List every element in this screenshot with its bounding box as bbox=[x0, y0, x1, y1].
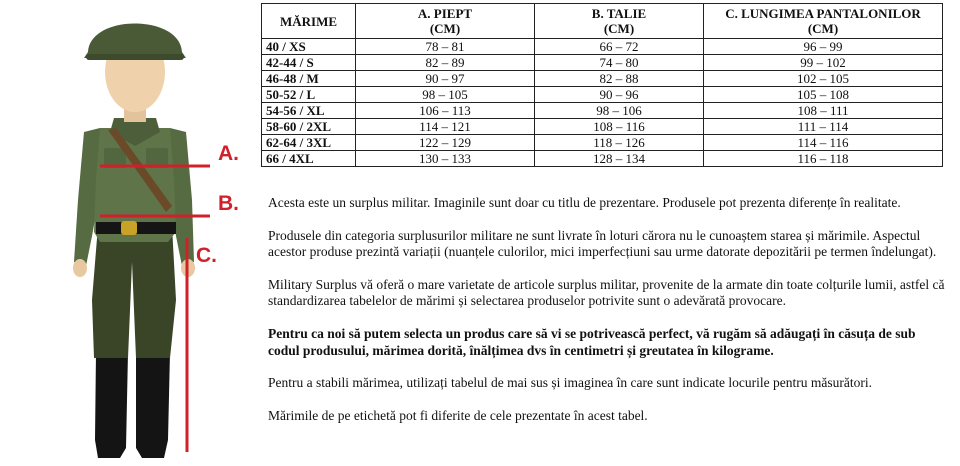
waist-cell: 90 – 96 bbox=[535, 87, 704, 103]
length-cell: 116 – 118 bbox=[704, 151, 943, 167]
chest-cell: 78 – 81 bbox=[356, 39, 535, 55]
table-row bbox=[262, 119, 943, 135]
length-cell: 102 – 105 bbox=[704, 71, 943, 87]
waist-cell: 108 – 116 bbox=[535, 119, 704, 135]
table-row bbox=[262, 71, 943, 87]
size-cell: 40 / XS bbox=[262, 39, 356, 55]
size-cell: 46-48 / M bbox=[262, 71, 356, 87]
note-paragraph-important: Pentru ca noi să putem selecta un produs care să vi se potrivească perfect, vă rugăm să adăugați în căsuța de sub codul produsului, mărimea dorită, înălțimea dvs în centimetri și greutatea în kilograme. bbox=[268, 325, 916, 358]
table-row bbox=[262, 87, 943, 103]
table-row bbox=[262, 135, 943, 151]
waist-cell: 82 – 88 bbox=[535, 71, 704, 87]
chest-cell: 90 – 97 bbox=[356, 71, 535, 87]
helmet bbox=[84, 24, 186, 59]
left-boot bbox=[95, 352, 128, 458]
length-cell: 99 – 102 bbox=[704, 55, 943, 71]
waist-cell: 74 – 80 bbox=[535, 55, 704, 71]
table-row bbox=[262, 55, 943, 71]
helmet-brim bbox=[86, 54, 184, 60]
chest-cell: 122 – 129 bbox=[356, 135, 535, 151]
table-row bbox=[262, 103, 943, 119]
chest-cell: 114 – 121 bbox=[356, 119, 535, 135]
left-hand bbox=[73, 259, 87, 277]
note-paragraph: Mărimile de pe etichetă pot fi diferite de cele prezentate în acest tabel. bbox=[268, 407, 648, 423]
note-paragraph: Produsele din categoria surplusurilor militare ne sunt livrate în loturi cărora nu le cunoaștem starea și mărimile. Aspectul acestor produse prezintă variații (nuanțele culorilor, mici imperfecțiuni sau urme datorate depozitării pe termen îndelungat). bbox=[268, 227, 937, 260]
chest-cell: 82 – 89 bbox=[356, 55, 535, 71]
waist-cell: 118 – 126 bbox=[535, 135, 704, 151]
size-chart-table bbox=[261, 3, 943, 167]
label-c: C. bbox=[196, 244, 217, 267]
length-cell: 114 – 116 bbox=[704, 135, 943, 151]
length-cell: 105 – 108 bbox=[704, 87, 943, 103]
size-cell: 66 / 4XL bbox=[262, 151, 356, 167]
product-notes bbox=[268, 195, 948, 440]
waist-cell: 128 – 134 bbox=[535, 151, 704, 167]
header-size: MĂRIME bbox=[262, 4, 356, 39]
length-cell: 108 – 111 bbox=[704, 103, 943, 119]
chest-cell: 106 – 113 bbox=[356, 103, 535, 119]
soldier-measurement-figure bbox=[0, 0, 260, 466]
trousers bbox=[92, 226, 176, 358]
label-a: A. bbox=[218, 142, 239, 165]
size-cell: 42-44 / S bbox=[262, 55, 356, 71]
waist-cell: 98 – 106 bbox=[535, 103, 704, 119]
size-cell: 50-52 / L bbox=[262, 87, 356, 103]
length-cell: 111 – 114 bbox=[704, 119, 943, 135]
chest-cell: 130 – 133 bbox=[356, 151, 535, 167]
note-paragraph: Acesta este un surplus militar. Imaginile sunt doar cu titlu de prezentare. Produsele pot prezenta diferențe în realitate. bbox=[268, 195, 901, 210]
belt-buckle bbox=[121, 221, 137, 235]
length-cell: 96 – 99 bbox=[704, 39, 943, 55]
chest-cell: 98 – 105 bbox=[356, 87, 535, 103]
label-b: B. bbox=[218, 192, 239, 215]
table-row bbox=[262, 39, 943, 55]
header-chest: A. PIEPT (CM) bbox=[356, 4, 535, 39]
size-cell: 58-60 / 2XL bbox=[262, 119, 356, 135]
table-row bbox=[262, 151, 943, 167]
size-cell: 62-64 / 3XL bbox=[262, 135, 356, 151]
note-paragraph: Pentru a stabili mărimea, utilizați tabelul de mai sus și imaginea în care sunt indicate locurile pentru măsurători. bbox=[268, 375, 872, 391]
note-paragraph: Military Surplus vă oferă o mare varietate de articole surplus militar, provenite de la armate din toate colțurile lumii, astfel că standardizarea tabelelor de mărimi și selectarea produselor potrivite sunt o adevărată provocare. bbox=[268, 276, 945, 309]
right-boot bbox=[136, 352, 170, 458]
waist-cell: 66 – 72 bbox=[535, 39, 704, 55]
size-cell: 54-56 / XL bbox=[262, 103, 356, 119]
table-header-row bbox=[262, 4, 943, 39]
header-trouser-length: C. LUNGIMEA PANTALONILOR (CM) bbox=[704, 4, 943, 39]
header-waist: B. TALIE (CM) bbox=[535, 4, 704, 39]
